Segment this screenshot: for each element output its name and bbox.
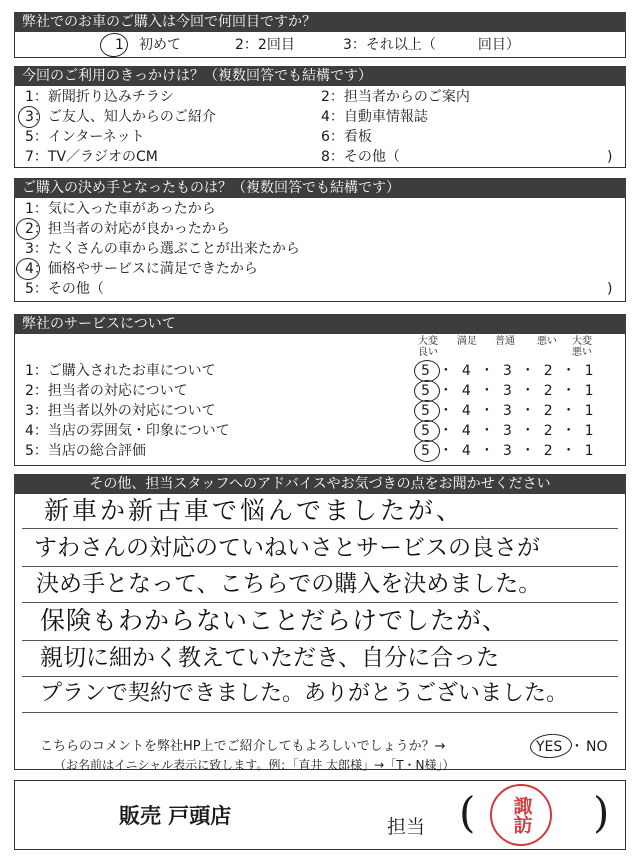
q2-close-paren: ) (607, 149, 613, 165)
q4-scale-1[interactable]: 5・4・3・2・1 (421, 363, 603, 379)
q3-option-2[interactable]: 2：担当者の対応が良かったから (25, 221, 230, 237)
q4-item-5: 5：当店の総合評価 (25, 443, 146, 459)
q4-scale-label-4: 満足 (457, 336, 477, 347)
q1-opt1-number[interactable]: 1 (115, 37, 124, 53)
q4-scale-4[interactable]: 5・4・3・2・1 (421, 423, 603, 439)
q2-option-2[interactable]: 2：担当者からのご案内 (321, 89, 470, 105)
q4-selection-circle-5 (414, 440, 440, 462)
q4-item-4: 4：当店の雰囲気・印象について (25, 423, 230, 439)
q4-scale-5[interactable]: 5・4・3・2・1 (421, 443, 603, 459)
q1-opt1-label: 初めて (139, 37, 181, 53)
ruled-line (22, 712, 618, 713)
q4-selection-circle-1 (414, 360, 440, 382)
q2-option-7[interactable]: 7：TV／ラジオのCM (25, 149, 158, 165)
q2-option-8[interactable]: 8：その他（ (321, 149, 400, 165)
staff-label: 担当 (387, 816, 426, 838)
q3-option-5[interactable]: 5：その他（ (25, 281, 104, 297)
q4-scale-label-5: 大変 良い (418, 336, 438, 358)
q5-header: その他、担当スタッフへのアドバイスやお気づきの点をお聞かせください (14, 474, 626, 494)
q4-selection-circle-2 (414, 380, 440, 402)
q4-scale-label-1: 大変 悪い (572, 336, 592, 358)
staff-open-paren: ( (459, 788, 476, 837)
ruled-line (22, 676, 618, 677)
staff-close-paren: ) (593, 788, 610, 837)
q1-opt3[interactable]: 3：それ以上（ 回目） (343, 37, 520, 53)
q3-option-3[interactable]: 3：たくさんの車から選ぶことが出来たから (25, 241, 300, 257)
q4-scale-3[interactable]: 5・4・3・2・1 (421, 403, 603, 419)
handwritten-line-4: 保険もわからないことだらけでしたが、 (40, 606, 509, 635)
handwritten-line-3: 決め手となって、こちらでの購入を決めました。 (36, 571, 542, 597)
q2-option-1[interactable]: 1：新聞折り込みチラシ (25, 89, 174, 105)
q4-selection-circle-4 (414, 420, 440, 442)
q4-scale-2[interactable]: 5・4・3・2・1 (421, 383, 603, 399)
q4-item-2: 2：担当者の対応について (25, 383, 188, 399)
consent-no[interactable]: NO (586, 739, 608, 755)
q4-scale-label-3: 普通 (495, 336, 515, 347)
q2-option-6[interactable]: 6：看板 (321, 129, 372, 145)
q1-opt2[interactable]: 2：2回目 (235, 37, 295, 53)
q3-header: ご購入の決め手となったものは？（複数回答でも結構です） (14, 178, 626, 198)
q2-option-3[interactable]: 3：ご友人、知人からのご紹介 (25, 109, 216, 125)
q4-box (14, 334, 626, 466)
ruled-line (22, 640, 618, 641)
handwritten-line-5: 親切に細かく教えていただき、自分に合った (40, 645, 500, 671)
q3-selection-circle-4 (16, 258, 40, 280)
q3-option-1[interactable]: 1：気に入った車があったから (25, 201, 216, 217)
staff-seal-stamp (490, 784, 552, 846)
q2-option-4[interactable]: 4：自動車情報誌 (321, 109, 428, 125)
consent-yes[interactable]: YES (536, 739, 563, 755)
q4-item-1: 1：ご購入されたお車について (25, 363, 216, 379)
ruled-line (22, 528, 618, 529)
handwritten-line-1: 新車か新古車で悩んでましたが、 (44, 496, 465, 525)
ruled-line (22, 566, 618, 567)
q3-selection-circle-2 (16, 218, 40, 240)
ruled-line (22, 602, 618, 603)
consent-note: （お名前はイニシャル表示に致します。例：「直井 太郎様」→「T・N様」） (54, 758, 455, 772)
q2-selection-circle (18, 106, 40, 128)
q4-scale-label-2: 悪い (537, 336, 557, 347)
consent-question: こちらのコメントを弊社HP上でご紹介してもよろしいでしょうか？→ (40, 739, 446, 754)
stamp-text: 諏訪 (510, 796, 533, 834)
q4-header: 弊社のサービスについて (14, 314, 626, 334)
q1-header: 弊社でのお車のご購入は今回で何回目ですか？ (14, 12, 626, 32)
store-name: 販売 戸頭店 (119, 804, 232, 828)
handwritten-line-6: プランで契約できました。ありがとうございました。 (40, 681, 569, 706)
q3-close-paren: ) (607, 281, 613, 297)
q4-selection-circle-3 (414, 400, 440, 422)
q2-header: 今回のご利用のきっかけは？（複数回答でも結構です） (14, 66, 626, 86)
consent-separator: ・ (570, 739, 584, 755)
q2-box (14, 86, 626, 168)
q3-box (14, 198, 626, 302)
q2-option-5[interactable]: 5：インターネット (25, 129, 145, 145)
handwritten-line-2: すわさんの対応のていねいさとサービスの良さが (34, 535, 540, 561)
q4-item-3: 3：担当者以外の対応について (25, 403, 216, 419)
q3-option-4[interactable]: 4：価格やサービスに満足できたから (25, 261, 258, 277)
